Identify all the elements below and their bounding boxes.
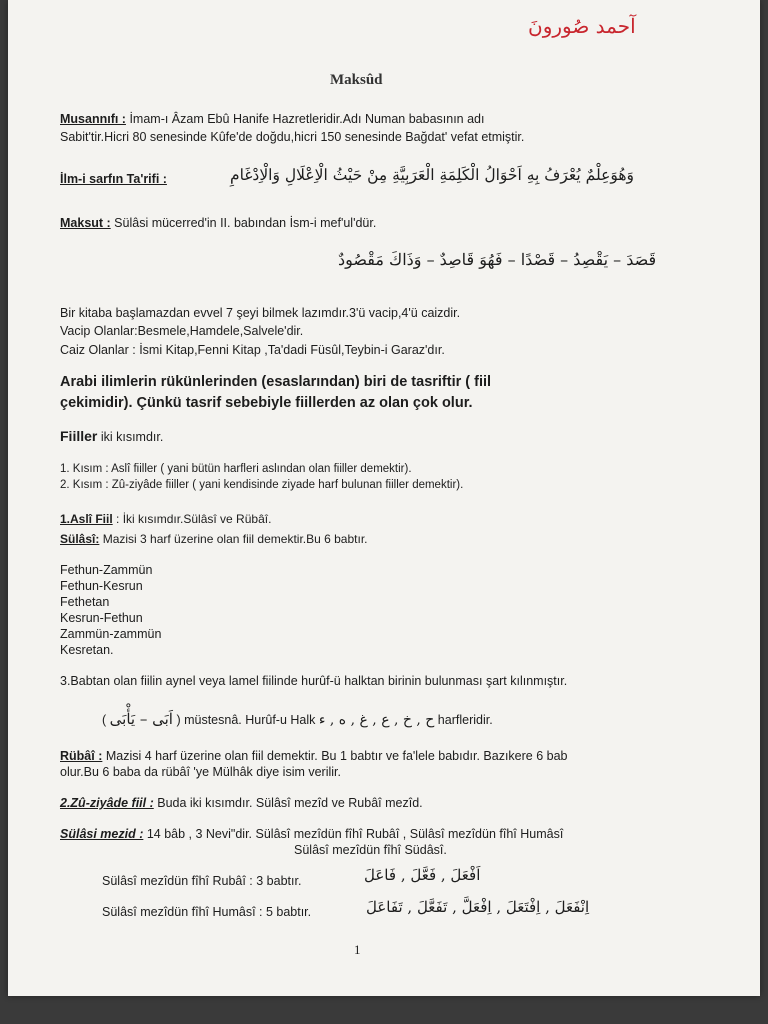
musannif-line2: Sabit'tir.Hicri 80 senesinde Kûfe'de doğdu,hicri 150 senesinde Bağdat' vefat etmiştir. xyxy=(60,130,525,144)
sulasi-mezid-line2: Sülâsî mezîdün fîhî Südâsî. xyxy=(294,843,447,857)
fiiller-heading: Fiiller iki kısımdır. xyxy=(60,428,164,444)
maksut-arabic: قَصَدَ – يَقْصِدُ – قَصْدًا – فَهُوَ قَاصِدٌ – وَذَاكَ مَقْصُودٌ xyxy=(338,250,657,269)
bold-para-line1: Arabi ilimlerin rükünlerinden (esaslarından) biri de tasriftir ( fiil xyxy=(60,374,492,390)
bab-item: Kesretan. xyxy=(60,643,114,657)
mustesna-arabic: اَبَى – يَأْبَى xyxy=(109,710,173,728)
rubai-line1: Rübâî : Mazisi 4 harf üzerine olan fiil demektir. Bu 1 babtır ve fa'lele babıdır. Bazıkere 6 bab xyxy=(60,749,568,763)
fiiller-item1: 1. Kısım : Aslî fiiller ( yani bütün harfleri aslından olan fiiller demektir). xyxy=(60,463,412,475)
zu-ziyade-line: 2.Zû-ziyâde fiil : Buda iki kısımdır. Sülâsî mezîd ve Rubâî mezîd. xyxy=(60,796,423,810)
rubai-bab-line: Sülâsî mezîdün fîhî Rubâî : 3 babtır. xyxy=(102,874,302,888)
page-number: 1 xyxy=(354,942,361,957)
bab-item: Zammün-zammün xyxy=(60,627,162,641)
sulasi-line: Sülâsî: Mazisi 3 harf üzerine olan fiil demektir.Bu 6 babtır. xyxy=(60,532,368,546)
ilmi-sarf-label: İlm-i sarfın Ta'rifi : xyxy=(60,172,167,186)
fiiller-item2: 2. Kısım : Zû-ziyâde fiiller ( yani kendisinde ziyade harf bulunan fiiller demektir). xyxy=(60,479,464,491)
musannif-line1: Musannıfı : İmam-ı Âzam Ebû Hanife Hazretleridir.Adı Numan babasının adı xyxy=(60,112,485,126)
asli-fiil-line: 1.Aslî Fiil : İki kısımdır.Sülâsî ve Rübâî. xyxy=(60,512,272,526)
mustesna-line: ( اَبَى – يَأْبَى ) müstesnâ. Hurûf-u Halk ح , خ , ع , غ , ه , ء harfleridir. xyxy=(102,710,493,728)
sulasi-mezid-line1: Sülâsi mezid : 14 bâb , 3 Nevi"dir. Sülâsî mezîdün fîhî Rubâî , Sülâsî mezîdün fîhî Humâsî xyxy=(60,827,564,841)
intro-line1: Bir kitaba başlamazdan evvel 7 şeyi bilmek lazımdır.3'ü vacip,4'ü caizdir. xyxy=(60,306,461,320)
intro-line2: Vacip Olanlar:Besmele,Hamdele,Salvele'dir. xyxy=(60,324,304,338)
bab-item: Fethetan xyxy=(60,595,110,609)
halk-letters: ح , خ , ع , غ , ه , ء xyxy=(318,712,435,728)
rubai-line2: olur.Bu 6 baba da rübâî 'ye Mülhâk diye isim verilir. xyxy=(60,765,341,779)
musannif-label: Musannıfı : xyxy=(60,112,126,126)
bab-item: Fethun-Kesrun xyxy=(60,579,143,593)
bab-item: Fethun-Zammün xyxy=(60,563,153,577)
bold-para-line2: çekimidir). Çünkü tasrif sebebiyle fiillerden az olan çok olur. xyxy=(60,395,473,411)
page-title: Maksûd xyxy=(330,72,383,88)
humasi-bab-line: Sülâsî mezîdün fîhî Humâsî : 5 babtır. xyxy=(102,905,312,919)
document-page xyxy=(8,0,760,996)
bab-item: Kesrun-Fethun xyxy=(60,611,143,625)
intro-line3: Caiz Olanlar : İsmi Kitap,Fenni Kitap ,Ta'dadi Füsûl,Teybin-i Garaz'dır. xyxy=(60,343,445,357)
maksut-line: Maksut : Sülâsi mücerred'in II. babından İsm-i mef'ul'dür. xyxy=(60,216,377,230)
humasi-bab-arabic: اِنْفَعَلَ , اِفْتَعَلَ , اِفْعَلَّ , تَفَعَّلَ , تَفَاعَلَ xyxy=(366,898,590,916)
babtan-line: 3.Babtan olan fiilin aynel veya lamel fiilinde hurûf-ü halktan birinin bulunması şart kılınmıştır. xyxy=(60,674,568,688)
handwritten-name: آحمد صُورونَ xyxy=(528,14,636,38)
rubai-bab-arabic: اَفْعَلَ , فَعَّلَ , فَاعَلَ xyxy=(364,866,481,884)
ilmi-sarf-arabic: وَهُوَعِلْمٌ يُعْرَفُ بِهِ اَحْوَالُ الْكَلِمَةِ الْعَرَبِيَّةِ مِنْ حَيْثُ الْاِعْلَالِ وَالْاِدْغَامِ xyxy=(230,166,634,184)
